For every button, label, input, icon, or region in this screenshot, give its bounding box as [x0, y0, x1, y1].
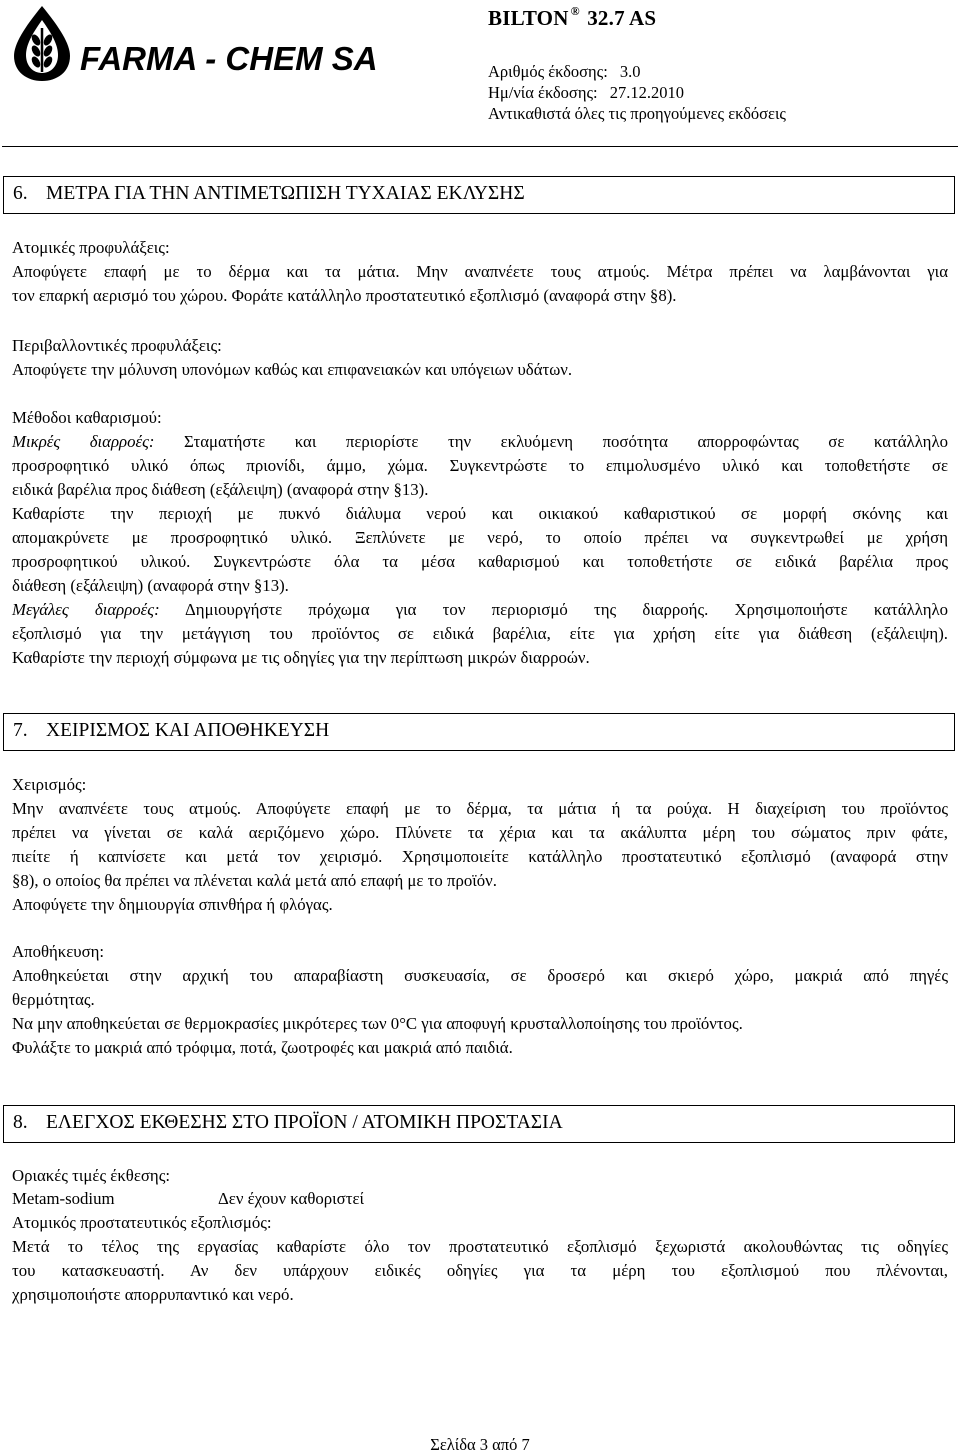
replaces-line: Αντικαθιστά όλες τις προηγούμενες εκδόσεις	[488, 104, 786, 123]
section-7-heading	[3, 713, 955, 751]
paragraph-line: Μετά το τέλος της εργασίας καθαρίστε όλο τον προστατευτικό εξοπλισμό ξεχωριστά ακολουθώντας τις οδηγίες	[12, 1237, 948, 1256]
paragraph-line: χρησιμοποιήστε απορρυπαντικό και νερό.	[12, 1285, 294, 1304]
paragraph-text: Δημιουργήστε πρόχωμα για τον περιορισμό της διαρροής. Χρησιμοποιήστε κατάλληλο	[185, 600, 948, 619]
section-title: ΜΕΤΡΑ ΓΙΑ ΤΗΝ ΑΝΤΙΜΕΤΩΠΙΣΗ ΤΥΧΑΙΑΣ ΕΚΛΥΣΗΣ	[46, 183, 525, 204]
personal-precautions-label: Ατομικές προφυλάξεις:	[12, 238, 170, 257]
version-value: 3.0	[619, 62, 641, 81]
substance-row	[12, 1187, 948, 1211]
paragraph-text: Σταματήστε και περιορίστε την εκλυόμενη ποσότητα απορροφώντας σε κατάλληλο	[184, 432, 948, 451]
paragraph-line: Αποφύγετε την δημιουργία σπινθήρα ή φλόγας.	[12, 895, 333, 914]
date-value: 27.12.2010	[609, 83, 684, 102]
paragraph-line	[12, 430, 948, 454]
date-line	[488, 83, 684, 103]
paragraph-line	[12, 598, 948, 622]
paragraph-line: απομακρύνετε με προσροφητικό υλικό. Ξεπλύνετε με νερό, το οποίο πρέπει να συγκεντρωθεί με χρήση	[12, 528, 948, 547]
section-title: ΕΛΕΓΧΟΣ ΕΚΘΕΣΗΣ ΣΤΟ ΠΡΟΪΟΝ / ΑΤΟΜΙΚΗ ΠΡΟΣΤΑΣΙΑ	[46, 1112, 563, 1133]
paragraph-line: Φυλάξτε το μακριά από τρόφιμα, ποτά, ζωοτροφές και μακριά από παιδιά.	[12, 1038, 513, 1057]
substance-limit-value: Δεν έχουν καθοριστεί	[218, 1189, 364, 1208]
paragraph-line: Αποφύγετε την μόλυνση υπονόμων καθώς και επιφανειακών και υπόγειων υδάτων.	[12, 360, 573, 379]
paragraph-line: πιείτε ή καπνίσετε και μετά τον χειρισμό. Χρησιμοποιείτε κατάλληλο προστατευτικό εξοπλισμό (αναφορά στην	[12, 847, 948, 866]
paragraph-line: τον επαρκή αερισμό του χώρου. Φοράτε κατάλληλο προστατευτικό εξοπλισμό (αναφορά στην §8).	[12, 286, 677, 305]
substance-name: Metam-sodium	[12, 1189, 115, 1208]
section-6-heading	[3, 176, 955, 214]
document-header	[0, 0, 960, 160]
paragraph-line: προσροφητικού υλικού. Συγκεντρώστε όλα τα μέσα καθαρισμού και τοποθετήστε σε ειδικά βαρέλια προς	[12, 552, 948, 571]
paragraph-line: Αποφύγετε επαφή με το δέρμα και τα μάτια. Μην αναπνέετε τους ατμούς. Μέτρα πρέπει να λαμβάνονται για	[12, 262, 948, 281]
version-label: Αριθμός έκδοσης:	[488, 62, 608, 81]
farma-chem-logo	[10, 4, 378, 82]
registered-mark: ®	[570, 4, 580, 18]
ppe-label: Ατομικός προστατευτικός εξοπλισμός:	[12, 1213, 272, 1232]
environmental-precautions-label: Περιβαλλοντικές προφυλάξεις:	[12, 336, 222, 355]
paragraph-line: διάθεση (εξάλειψη) (αναφορά στην §13).	[12, 576, 289, 595]
paragraph-line: Καθαρίστε την περιοχή με πυκνό διάλυμα νερού και οικιακού καθαριστικού σε μορφή σκόνης και	[12, 504, 948, 523]
cleanup-methods-label: Μέθοδοι καθαρισμού:	[12, 408, 162, 427]
version-line	[488, 62, 641, 82]
logo-text: FARMA - CHEM SA	[80, 40, 378, 77]
paragraph-line: Να μην αποθηκεύεται σε θερμοκρασίες μικρότερες των 0°C για αποφυγή κρυσταλλοποίησης του προϊόντος.	[12, 1014, 743, 1033]
header-divider	[2, 146, 958, 147]
paragraph-line: Καθαρίστε την περιοχή σύμφωνα με τις οδηγίες για την περίπτωση μικρών διαρροών.	[12, 648, 590, 667]
paragraph-line: ειδικά βαρέλια προς διάθεση (εξάλειψη) (αναφορά στην §13).	[12, 480, 429, 499]
section-8-heading	[3, 1105, 955, 1143]
paragraph-line: του κατασκευαστή. Αν δεν υπάρχουν ειδικές οδηγίες για τα μέρη του εξοπλισμού που πλένονται,	[12, 1261, 948, 1280]
paragraph-line: θερμότητας.	[12, 990, 95, 1009]
paragraph-line: Αποθηκεύεται στην αρχική του απαραβίαστη συσκευασία, σε δροσερό και σκιερό χώρο, μακριά από πηγές	[12, 966, 948, 985]
section-title: ΧΕΙΡΙΣΜΟΣ ΚΑΙ ΑΠΟΘΗΚΕΥΣΗ	[46, 720, 330, 741]
product-title	[488, 6, 656, 31]
section-number: 8.	[13, 1112, 28, 1133]
storage-label: Αποθήκευση:	[12, 942, 105, 961]
page-number: Σελίδα 3 από 7	[430, 1435, 530, 1454]
handling-label: Χειρισμός:	[12, 775, 87, 794]
paragraph-line: §8), ο οποίος θα πρέπει να πλένεται καλά μετά από επαφή με το προϊόν.	[12, 871, 497, 890]
paragraph-line: Μην αναπνέετε τους ατμούς. Αποφύγετε επαφή με το δέρμα, τα μάτια ή τα ρούχα. Η διαχείριση του προϊόντος	[12, 799, 948, 818]
section-number: 7.	[13, 720, 28, 741]
section-number: 6.	[13, 183, 28, 204]
product-name: BILTON	[488, 6, 569, 30]
date-label: Ημ/νία έκδοσης:	[488, 83, 598, 102]
large-spills-label: Μεγάλες διαρροές:	[12, 600, 160, 619]
paragraph-line: προσροφητικό υλικό όπως πριονίδι, άμμο, χώμα. Συγκεντρώστε το επιμολυσμένο υλικό και τοποθετήστε σε	[12, 456, 948, 475]
exposure-limits-label: Οριακές τιμές έκθεσης:	[12, 1166, 171, 1185]
small-spills-label: Μικρές διαρροές:	[12, 432, 155, 451]
product-suffix: 32.7 AS	[587, 6, 657, 30]
paragraph-line: εξοπλισμό για την μετάγγιση του προϊόντος σε ειδικά βαρέλια, είτε για χρήση είτε για διάθεση (εξάλειψη).	[12, 624, 948, 643]
paragraph-line: πρέπει να γίνεται σε καλά αεριζόμενο χώρο. Πλύνετε τα χέρια και τα ακάλυπτα μέρη του σώματος πριν φάτε,	[12, 823, 948, 842]
